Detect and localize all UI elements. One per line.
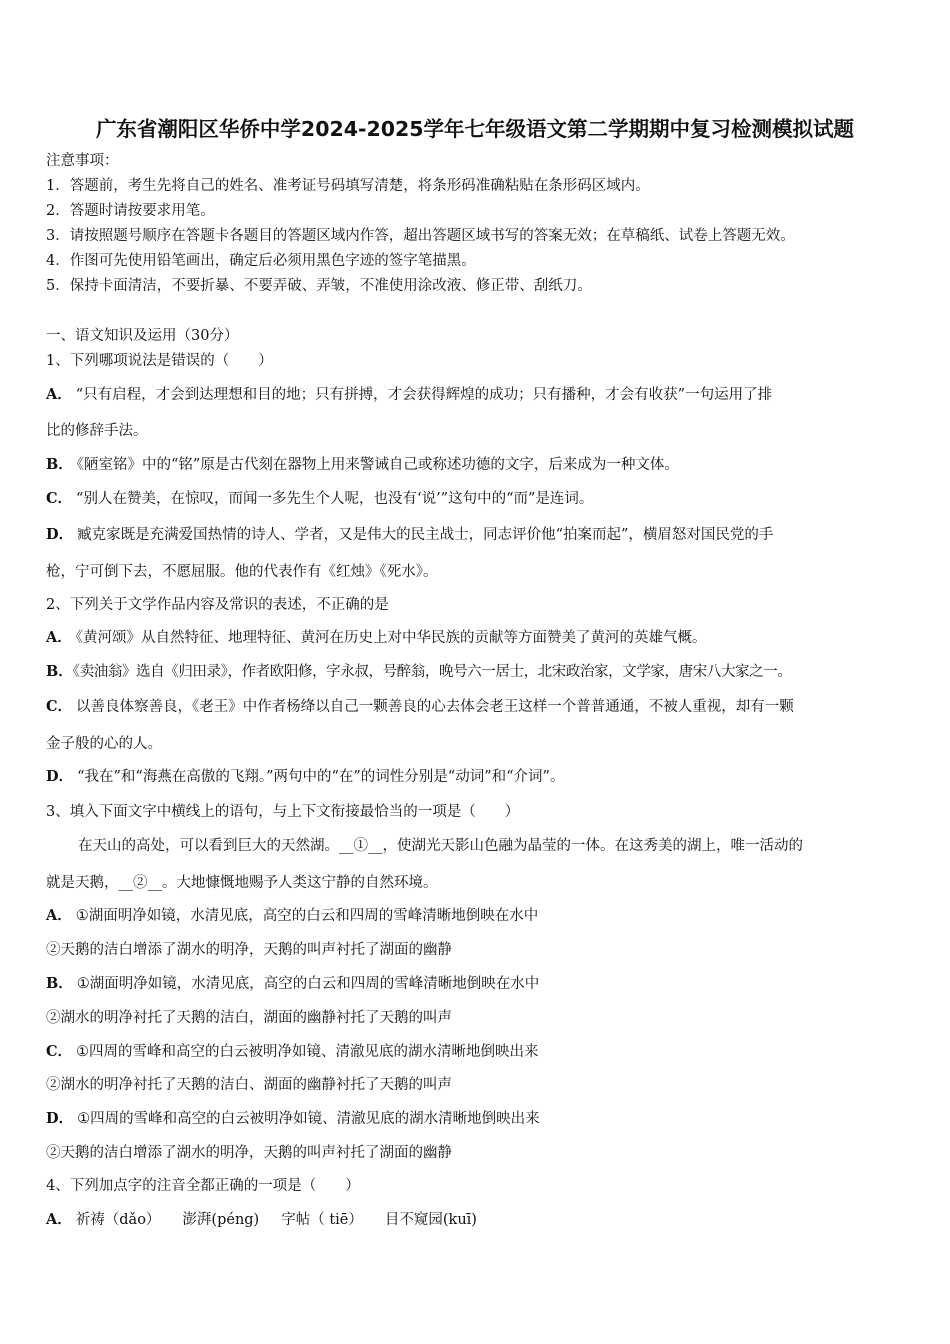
question-2-option-a bbox=[46, 629, 707, 647]
option-label: D． bbox=[46, 526, 74, 543]
passage-text: ，使湖光天影山色融为晶莹的一体。在这秀美的湖上，唯一活动的 bbox=[382, 838, 803, 854]
option-text: ①四周的雪峰和高空的白云被明净如镜、清澈见底的湖水清晰地倒映出来 bbox=[77, 1111, 540, 1127]
option-label: A． bbox=[46, 1211, 72, 1228]
option-label: B． bbox=[46, 975, 73, 992]
option-item: 目不窥园(kuī) bbox=[384, 1212, 477, 1228]
option-item: 澎湃(péng) bbox=[182, 1212, 260, 1228]
question-1-option-c bbox=[46, 490, 593, 508]
section-heading: 一、语文知识及运用（30分） bbox=[46, 328, 239, 344]
option-continuation: ②天鹅的洁白增添了湖水的明净，天鹅的叫声衬托了湖面的幽静 bbox=[46, 1145, 452, 1161]
question-1-stem: 1、下列哪项说法是错误的（ ） bbox=[46, 353, 273, 369]
option-continuation: 金子般的心的人。 bbox=[46, 736, 162, 752]
passage-text: 。大地慷慨地赐予人类这宁静的自然环境。 bbox=[162, 875, 438, 891]
option-continuation: ②湖水的明净衬托了天鹅的洁白，湖面的幽静衬托了天鹅的叫声 bbox=[46, 1010, 452, 1026]
option-label: D． bbox=[46, 768, 74, 785]
blank-1: __①__ bbox=[339, 838, 383, 854]
option-item: 祈祷（dǎo） bbox=[75, 1212, 161, 1228]
question-1-option-b bbox=[46, 456, 679, 474]
question-4-option-a bbox=[46, 1211, 477, 1229]
option-label: B． bbox=[46, 456, 73, 473]
option-label: A． bbox=[46, 629, 72, 646]
passage-text: 就是天鹅， bbox=[46, 875, 119, 891]
option-text: “别人在赞美，在惊叹，而闻一多先生个人呢，也没有‘说’”这句中的“而”是连词。 bbox=[76, 491, 594, 507]
question-3-option-d bbox=[46, 1110, 540, 1128]
question-2-stem: 2、下列关于文学作品内容及常识的表述，不正确的是 bbox=[46, 597, 389, 613]
option-label: C． bbox=[46, 1043, 73, 1060]
question-3-option-c bbox=[46, 1043, 539, 1061]
notice-item: 4．作图可先使用铅笔画出，确定后必须用黑色字迹的签字笔描黑。 bbox=[46, 253, 476, 269]
option-label: D． bbox=[46, 1110, 74, 1127]
option-label: C． bbox=[46, 698, 73, 715]
option-text: 《卖油翁》选自《归田录》，作者欧阳修，字永叔，号醉翁，晚号六一居士，北宋政治家，文学家，唐宋八大家之一。 bbox=[72, 664, 792, 680]
option-label: A． bbox=[46, 907, 72, 924]
question-3-passage bbox=[78, 837, 803, 855]
option-text: 《陋室铭》中的“铭”原是古代刻在器物上用来警诫自己或称述功德的文字，后来成为一种文体。 bbox=[76, 457, 679, 473]
passage-text: 在天山的高处，可以看到巨大的天然湖。 bbox=[78, 838, 339, 854]
option-text: “只有启程，才会到达理想和目的地；只有拼搏，才会获得辉煌的成功；只有播种，才会有收获”一句运用了排 bbox=[75, 387, 773, 403]
option-continuation: ②湖水的明净衬托了天鹅的洁白、湖面的幽静衬托了天鹅的叫声 bbox=[46, 1077, 452, 1093]
notice-item: 1．答题前，考生先将自己的姓名、准考证号码填写清楚，将条形码准确粘贴在条形码区域内。 bbox=[46, 178, 650, 194]
question-2-option-b bbox=[46, 663, 791, 681]
question-1-option-d bbox=[46, 526, 773, 544]
notice-item: 2．答题时请按要求用笔。 bbox=[46, 203, 215, 219]
option-label: B． bbox=[46, 663, 73, 680]
notice-item: 5．保持卡面清洁，不要折暴、不要弄破、弄皱，不准使用涂改液、修正带、刮纸刀。 bbox=[46, 278, 592, 294]
option-continuation: 比的修辞手法。 bbox=[46, 423, 148, 439]
notice-heading: 注意事项： bbox=[46, 153, 119, 169]
option-text: 《黄河颂》从自然特征、地理特征、黄河在历史上对中华民族的贡献等方面赞美了黄河的英雄气概。 bbox=[75, 630, 707, 646]
option-text: ①四周的雪峰和高空的白云被明净如镜、清澈见底的湖水清晰地倒映出来 bbox=[76, 1044, 539, 1060]
option-label: A． bbox=[46, 386, 72, 403]
option-text: ①湖面明净如镜，水清见底，高空的白云和四周的雪峰清晰地倒映在水中 bbox=[76, 976, 540, 992]
option-label: C． bbox=[46, 490, 73, 507]
option-text: 臧克家既是充满爱国热情的诗人、学者，又是伟大的民主战士，同志评价他“拍案而起”，横眉怒对国民党的手 bbox=[77, 527, 774, 543]
option-item: 字帖（ tiē） bbox=[281, 1212, 363, 1228]
question-2-option-c bbox=[46, 698, 794, 716]
page-title: 广东省潮阳区华侨中学2024-2025学年七年级语文第二学期期中复习检测模拟试题 bbox=[95, 117, 855, 141]
blank-2: __②__ bbox=[118, 875, 162, 891]
question-1-option-a bbox=[46, 386, 772, 404]
question-4-stem: 4、下列加点字的注音全都正确的一项是（ ） bbox=[46, 1178, 360, 1194]
option-text: “我在”和“海燕在高傲的飞翔。”两句中的“在”的词性分别是“动词”和“介词”。 bbox=[77, 769, 565, 785]
question-3-option-b bbox=[46, 975, 539, 993]
notice-item: 3．请按照题号顺序在答题卡各题目的答题区域内作答，超出答题区域书写的答案无效；在草稿纸、试卷上答题无效。 bbox=[46, 228, 795, 244]
question-3-option-a bbox=[46, 907, 538, 925]
option-text: 以善良体察善良，《老王》中作者杨绛以自己一颗善良的心去体会老王这样一个普普通通，不被人重视，却有一颗 bbox=[76, 699, 794, 715]
option-continuation: 枪，宁可倒下去，不愿屈服。他的代表作有《红烛》《死水》。 bbox=[46, 564, 438, 580]
question-2-option-d bbox=[46, 768, 564, 786]
option-text: ①湖面明净如镜，水清见底，高空的白云和四周的雪峰清晰地倒映在水中 bbox=[75, 908, 539, 924]
question-3-stem: 3、填入下面文字中横线上的语句，与上下文衔接最恰当的一项是（ ） bbox=[46, 804, 520, 820]
question-3-passage-cont bbox=[46, 874, 438, 892]
option-continuation: ②天鹅的洁白增添了湖水的明净，天鹅的叫声衬托了湖面的幽静 bbox=[46, 942, 452, 958]
